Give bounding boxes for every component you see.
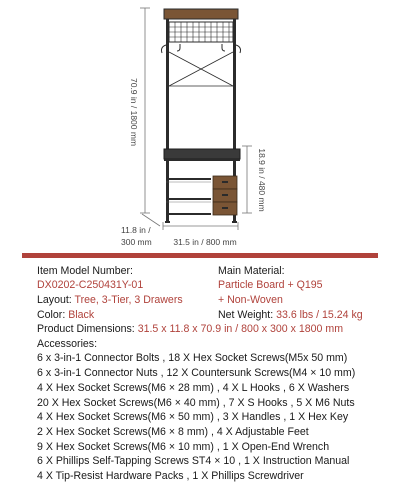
weight-value: 33.6 lbs / 15.24 kg xyxy=(276,309,363,321)
hall-tree-illustration xyxy=(162,9,241,223)
accessory-line: 4 X Tip-Resist Hardware Packs , 1 X Phillips Screwdriver xyxy=(37,470,304,482)
product-dimensions-row xyxy=(37,322,343,336)
width-label: 31.5 in / 800 mm xyxy=(173,237,237,247)
weight-label: Net Weight: xyxy=(218,309,274,321)
accessory-line: 6 X Phillips Self-Tapping Screws ST4 × 10 , 1 X Instruction Manual xyxy=(37,455,350,467)
material-label: Main Material: xyxy=(218,265,285,277)
width-dimension xyxy=(163,222,238,230)
section-divider xyxy=(22,253,378,258)
accessory-line: 9 X Hex Socket Screws(M6 × 10 mm) , 1 X Open-End Wrench xyxy=(37,441,330,453)
model-label: Item Model Number: xyxy=(37,265,133,277)
bench-height-dimension xyxy=(242,146,252,213)
accessory-line: 6 x 3-in-1 Connector Bolts , 18 X Hex Socket Screws(M5x 50 mm) xyxy=(37,352,348,364)
depth-label-line-1: 11.8 in / xyxy=(121,225,151,235)
height-total-label: 70.9 in / 1800 mm xyxy=(129,77,139,147)
accessory-line: 4 X Hex Socket Screws(M6 × 50 mm) , 3 X Handles , 1 X Hex Key xyxy=(37,411,349,423)
accessory-line: 4 X Hex Socket Screws(M6 × 28 mm) , 4 X L Hooks , 6 X Washers xyxy=(37,382,350,394)
color-value: Black xyxy=(68,309,95,321)
model-value: DX0202-C250431Y-01 xyxy=(37,279,144,291)
layout-row xyxy=(37,293,183,307)
color-label: Color: xyxy=(37,309,66,321)
weight-row xyxy=(218,308,363,322)
accessory-line: 20 X Hex Socket Screws(M6 × 40 mm) , 7 X S Hooks , 5 X M6 Nuts xyxy=(37,397,355,409)
layout-value: Tree, 3-Tier, 3 Drawers xyxy=(74,294,183,306)
drawers xyxy=(213,176,237,215)
product-dimensions-label: Product Dimensions: xyxy=(37,323,135,335)
accessory-line: 2 X Hex Socket Screws(M6 × 8 mm) , 4 X Adjustable Feet xyxy=(37,426,309,438)
accessories-label: Accessories: xyxy=(37,338,98,350)
height-dimension xyxy=(140,8,150,213)
material-value-1: Particle Board + Q195 xyxy=(218,279,323,291)
product-dimensions-value: 31.5 x 11.8 x 70.9 in / 800 x 300 x 1800 mm xyxy=(137,323,344,335)
bench-height-label: 18.9 in / 480 mm xyxy=(257,148,267,212)
color-row xyxy=(37,308,94,322)
depth-label-line-2: 300 mm xyxy=(121,237,152,247)
material-value-2: + Non-Woven xyxy=(218,294,283,306)
layout-label: Layout: xyxy=(37,294,72,306)
accessory-line: 6 x 3-in-1 Connector Nuts , 12 X Countersunk Screws(M4 × 10 mm) xyxy=(37,367,356,379)
